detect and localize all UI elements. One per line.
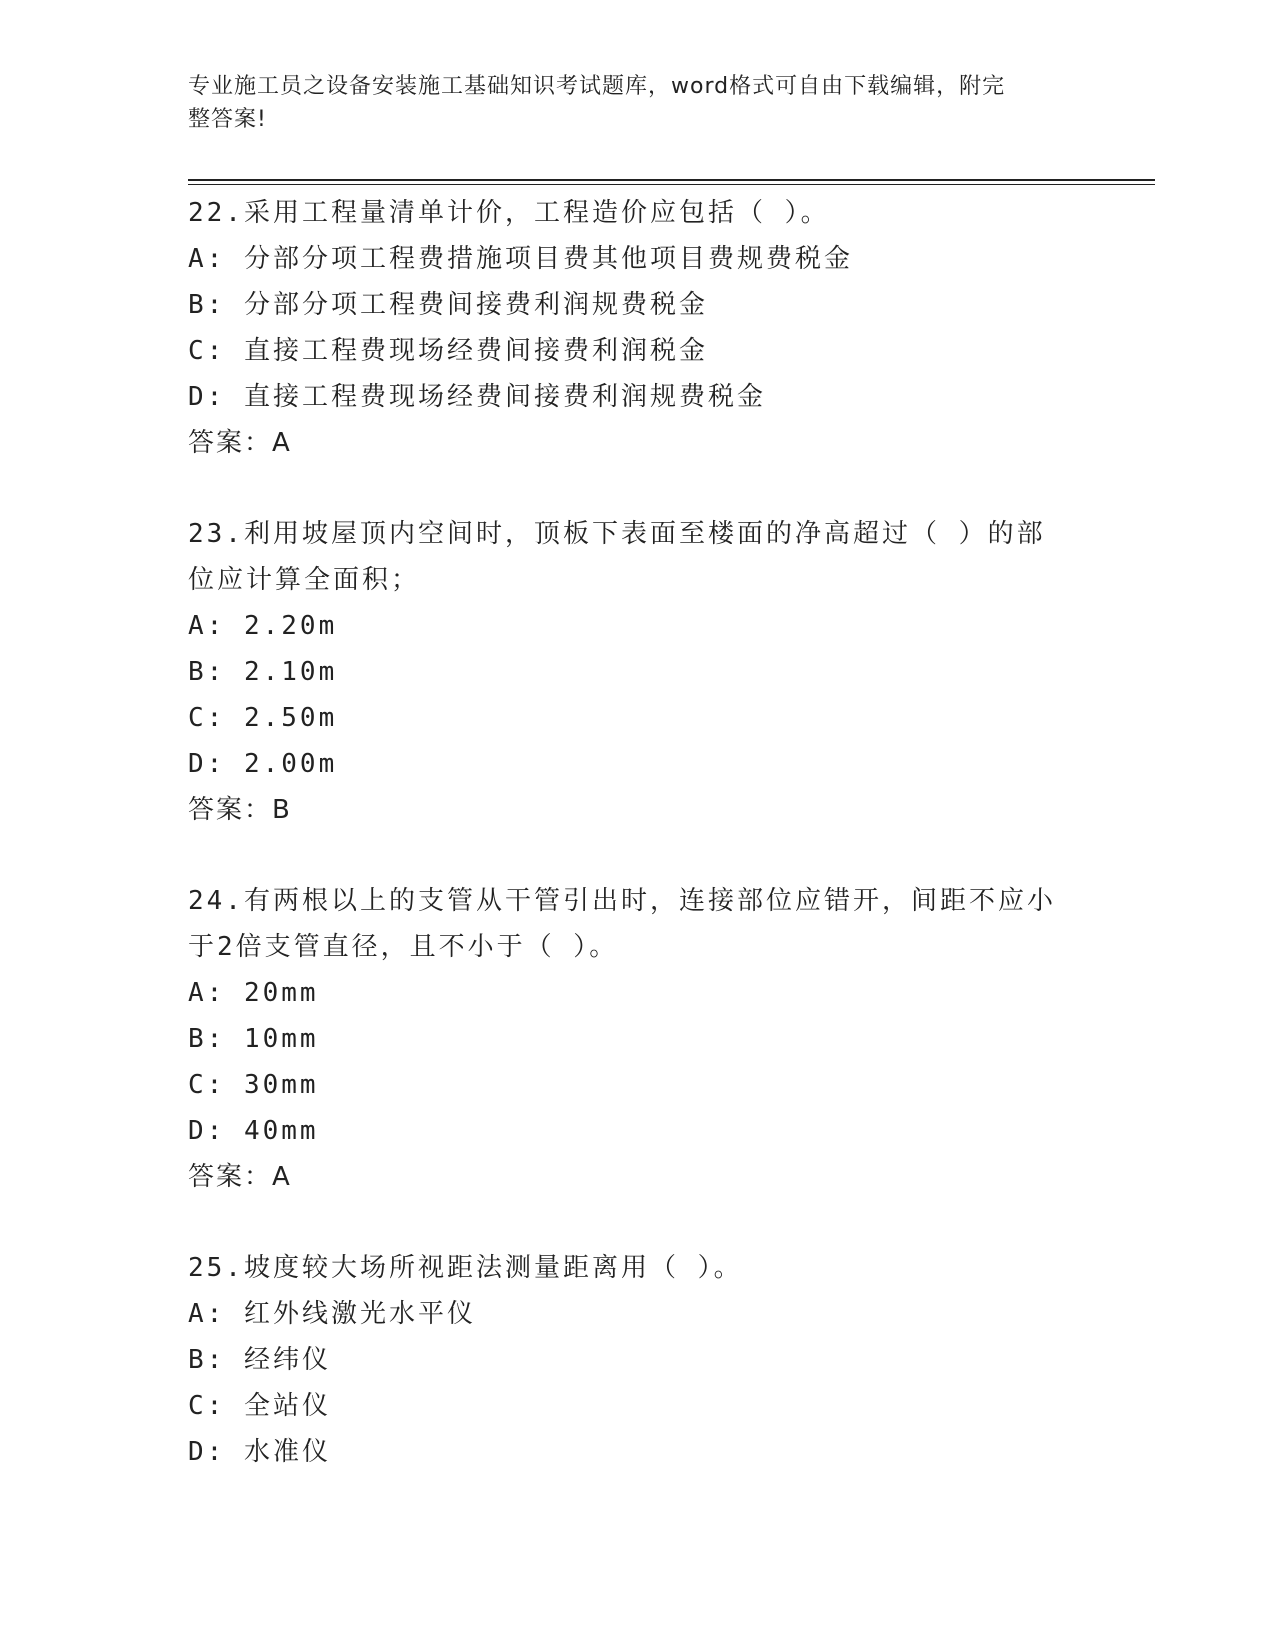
option-c: C: 全站仪: [188, 1391, 331, 1421]
option-d: D: 直接工程费现场经费间接费利润规费税金: [188, 382, 766, 412]
answer-line: 答案：B: [188, 795, 292, 825]
question-stem: 24.有两根以上的支管从干管引出时，连接部位应错开，间距不应小于2倍支管直径，且不小于（ ）。: [188, 886, 1056, 962]
option-c: C: 直接工程费现场经费间接费利润税金: [188, 336, 708, 366]
header-divider-thin: [188, 184, 1155, 185]
option-b: B: 分部分项工程费间接费利润规费税金: [188, 290, 708, 320]
option-a: A: 分部分项工程费措施项目费其他项目费规费税金: [188, 244, 853, 274]
question-stem: 22.采用工程量清单计价，工程造价应包括（ ）。: [188, 198, 830, 228]
option-c: C: 30mm: [188, 1070, 319, 1100]
option-b: B: 经纬仪: [188, 1345, 331, 1375]
option-d: D: 水准仪: [188, 1437, 331, 1467]
answer-line: 答案：A: [188, 428, 292, 458]
header-line-1: 专业施工员之设备安装施工基础知识考试题库，word格式可自由下载编辑，附完: [188, 74, 1006, 99]
option-a: A: 20mm: [188, 978, 319, 1008]
header-divider-thick: [188, 179, 1155, 181]
option-d: D: 40mm: [188, 1116, 319, 1146]
header-line-2: 整答案!: [188, 107, 267, 132]
question-stem: 25.坡度较大场所视距法测量距离用（ ）。: [188, 1253, 743, 1283]
option-b: B: 10mm: [188, 1024, 319, 1054]
answer-line: 答案：A: [188, 1162, 292, 1192]
question-24: [188, 878, 1088, 1200]
question-22: [188, 190, 1088, 466]
question-stem: 23.利用坡屋顶内空间时，顶板下表面至楼面的净高超过（ ）的部位应计算全面积；: [188, 519, 1046, 595]
option-a: A: 2.20m: [188, 611, 338, 641]
option-c: C: 2.50m: [188, 703, 338, 733]
option-a: A: 红外线激光水平仪: [188, 1299, 476, 1329]
question-25: [188, 1245, 1088, 1475]
option-b: B: 2.10m: [188, 657, 338, 687]
question-23: [188, 511, 1088, 833]
document-header: [188, 70, 1068, 136]
option-d: D: 2.00m: [188, 749, 338, 779]
question-list: [188, 190, 1088, 1475]
